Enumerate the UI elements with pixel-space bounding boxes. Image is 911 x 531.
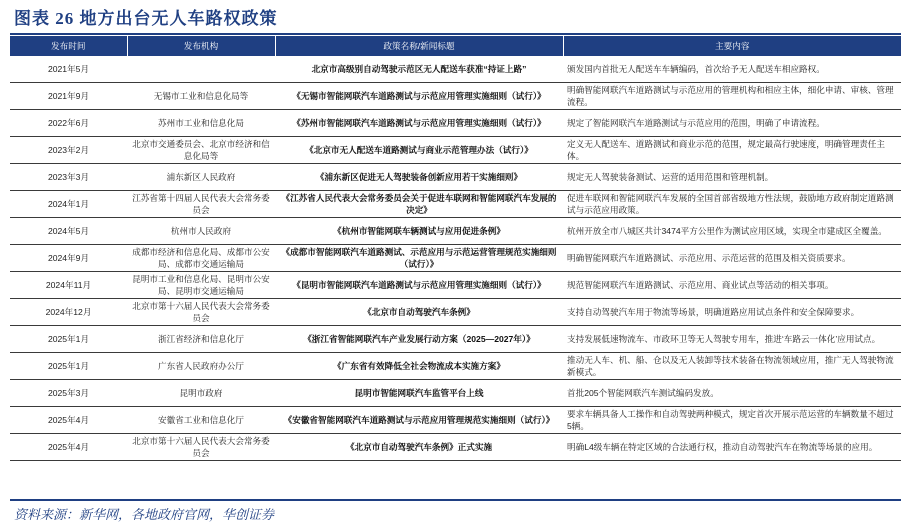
cell-date: 2021年9月 [10, 83, 127, 110]
cell-content: 明确智能网联汽车道路测试、示范应用、示范运营的范围及相关资质要求。 [563, 245, 901, 272]
bottom-divider [10, 499, 901, 501]
table-header [10, 36, 901, 56]
cell-organization: 成都市经济和信息化局、成都市公安局、成都市交通运输局 [127, 245, 275, 272]
cell-date: 2025年4月 [10, 434, 127, 461]
table-row [10, 110, 901, 137]
cell-organization: 北京市第十六届人民代表大会常务委员会 [127, 299, 275, 326]
cell-date: 2024年1月 [10, 191, 127, 218]
cell-organization: 无锡市工业和信息化局等 [127, 83, 275, 110]
table-row [10, 272, 901, 299]
table-body [10, 56, 901, 461]
table-row [10, 434, 901, 461]
cell-content: 颁发国内首批无人配送车车辆编码，首次给予无人配送车相应路权。 [563, 56, 901, 83]
cell-date: 2025年1月 [10, 326, 127, 353]
cell-date: 2023年2月 [10, 137, 127, 164]
source-note: 资料来源：新华网，各地政府官网，华创证券 [14, 507, 275, 522]
cell-policy-name: 《北京市自动驾驶汽车条例》 [275, 299, 563, 326]
cell-date: 2024年9月 [10, 245, 127, 272]
cell-content: 促进车联网和智能网联汽车发展的全国首部省级地方性法规，鼓励地方政府制定道路测试与示范应用政策。 [563, 191, 901, 218]
cell-policy-name: 《成都市智能网联汽车道路测试、示范应用与示范运营管理规范实施细则（试行）》 [275, 245, 563, 272]
figure-title: 图表 26 地方出台无人车路权政策 [14, 9, 278, 28]
cell-policy-name: 《昆明市智能网联汽车道路测试与示范应用管理实施细则（试行）》 [275, 272, 563, 299]
cell-content: 支持自动驾驶汽车用于物流等场景，明确道路应用试点条件和安全保障要求。 [563, 299, 901, 326]
cell-content: 推动无人车、机、船、仓以及无人装卸等技术装备在物流领域应用，推广无人驾驶物流新模式。 [563, 353, 901, 380]
table-row [10, 56, 901, 83]
table-row [10, 407, 901, 434]
table-row [10, 380, 901, 407]
table-row [10, 83, 901, 110]
title-divider [10, 33, 901, 35]
table-row [10, 299, 901, 326]
cell-content: 明确智能网联汽车道路测试与示范应用的管理机构和相应主体，细化申请、审核、管理流程。 [563, 83, 901, 110]
header-row [10, 36, 901, 56]
cell-organization: 安徽省工业和信息化厅 [127, 407, 275, 434]
cell-policy-name: 《北京市无人配送车道路测试与商业示范管理办法（试行）》 [275, 137, 563, 164]
cell-date: 2025年3月 [10, 380, 127, 407]
cell-policy-name: 昆明市智能网联汽车监管平台上线 [275, 380, 563, 407]
table-row [10, 218, 901, 245]
cell-policy-name: 《北京市自动驾驶汽车条例》正式实施 [275, 434, 563, 461]
cell-content: 规范智能网联汽车道路测试、示范应用、商业试点等活动的相关事项。 [563, 272, 901, 299]
cell-organization: 北京市交通委员会、北京市经济和信息化局等 [127, 137, 275, 164]
cell-content: 支持发展低速物流车、市政环卫等无人驾驶专用车，推进‘车路云一体化’应用试点。 [563, 326, 901, 353]
cell-policy-name: 北京市高级别自动驾驶示范区无人配送车获准“持证上路” [275, 56, 563, 83]
cell-date: 2024年5月 [10, 218, 127, 245]
cell-organization [127, 56, 275, 83]
cell-policy-name: 《无锡市智能网联汽车道路测试与示范应用管理实施细则（试行）》 [275, 83, 563, 110]
cell-policy-name: 《浦东新区促进无人驾驶装备创新应用若干实施细则》 [275, 164, 563, 191]
cell-organization: 江苏省第十四届人民代表大会常务委员会 [127, 191, 275, 218]
column-header-organization: 发布机构 [127, 36, 275, 56]
table-row [10, 326, 901, 353]
cell-policy-name: 《广东省有效降低全社会物流成本实施方案》 [275, 353, 563, 380]
cell-policy-name: 《江苏省人民代表大会常务委员会关于促进车联网和智能网联汽车发展的决定》 [275, 191, 563, 218]
table-row [10, 353, 901, 380]
cell-policy-name: 《苏州市智能网联汽车道路测试与示范应用管理实施细则（试行）》 [275, 110, 563, 137]
cell-content: 要求车辆具备人工操作和自动驾驶两种模式，规定首次开展示范运营的车辆数量不超过5辆。 [563, 407, 901, 434]
cell-organization: 杭州市人民政府 [127, 218, 275, 245]
table-row [10, 137, 901, 164]
cell-date: 2023年3月 [10, 164, 127, 191]
cell-policy-name: 《杭州市智能网联车辆测试与应用促进条例》 [275, 218, 563, 245]
cell-date: 2025年1月 [10, 353, 127, 380]
cell-policy-name: 《浙江省智能网联汽车产业发展行动方案（2025—2027年）》 [275, 326, 563, 353]
cell-organization: 苏州市工业和信息化局 [127, 110, 275, 137]
policy-table [10, 36, 901, 461]
cell-date: 2022年6月 [10, 110, 127, 137]
cell-organization: 昆明市工业和信息化局、昆明市公安局、昆明市交通运输局 [127, 272, 275, 299]
cell-organization: 浙江省经济和信息化厅 [127, 326, 275, 353]
cell-content: 规定无人驾驶装备测试、运营的适用范围和管理机制。 [563, 164, 901, 191]
cell-date: 2021年5月 [10, 56, 127, 83]
table-row [10, 245, 901, 272]
cell-organization: 浦东新区人民政府 [127, 164, 275, 191]
cell-content: 定义无人配送车、道路测试和商业示范的范围，规定最高行驶速度，明确管理责任主体。 [563, 137, 901, 164]
cell-content: 明确L4级车辆在特定区域的合法通行权，推动自动驾驶汽车在物流等场景的应用。 [563, 434, 901, 461]
cell-date: 2024年11月 [10, 272, 127, 299]
column-header-policy-name: 政策名称/新闻标题 [275, 36, 563, 56]
cell-content: 杭州开放全市八城区共计3474平方公里作为测试应用区域，实现全市建成区全覆盖。 [563, 218, 901, 245]
cell-date: 2025年4月 [10, 407, 127, 434]
cell-policy-name: 《安徽省智能网联汽车道路测试与示范应用管理规范实施细则（试行）》 [275, 407, 563, 434]
cell-content: 规定了智能网联汽车道路测试与示范应用的范围，明确了申请流程。 [563, 110, 901, 137]
table-row [10, 164, 901, 191]
cell-date: 2024年12月 [10, 299, 127, 326]
table-row [10, 191, 901, 218]
cell-content: 首批205个智能网联汽车测试编码发放。 [563, 380, 901, 407]
cell-organization: 北京市第十六届人民代表大会常务委员会 [127, 434, 275, 461]
cell-organization: 昆明市政府 [127, 380, 275, 407]
column-header-content: 主要内容 [563, 36, 901, 56]
column-header-date: 发布时间 [10, 36, 127, 56]
cell-organization: 广东省人民政府办公厅 [127, 353, 275, 380]
